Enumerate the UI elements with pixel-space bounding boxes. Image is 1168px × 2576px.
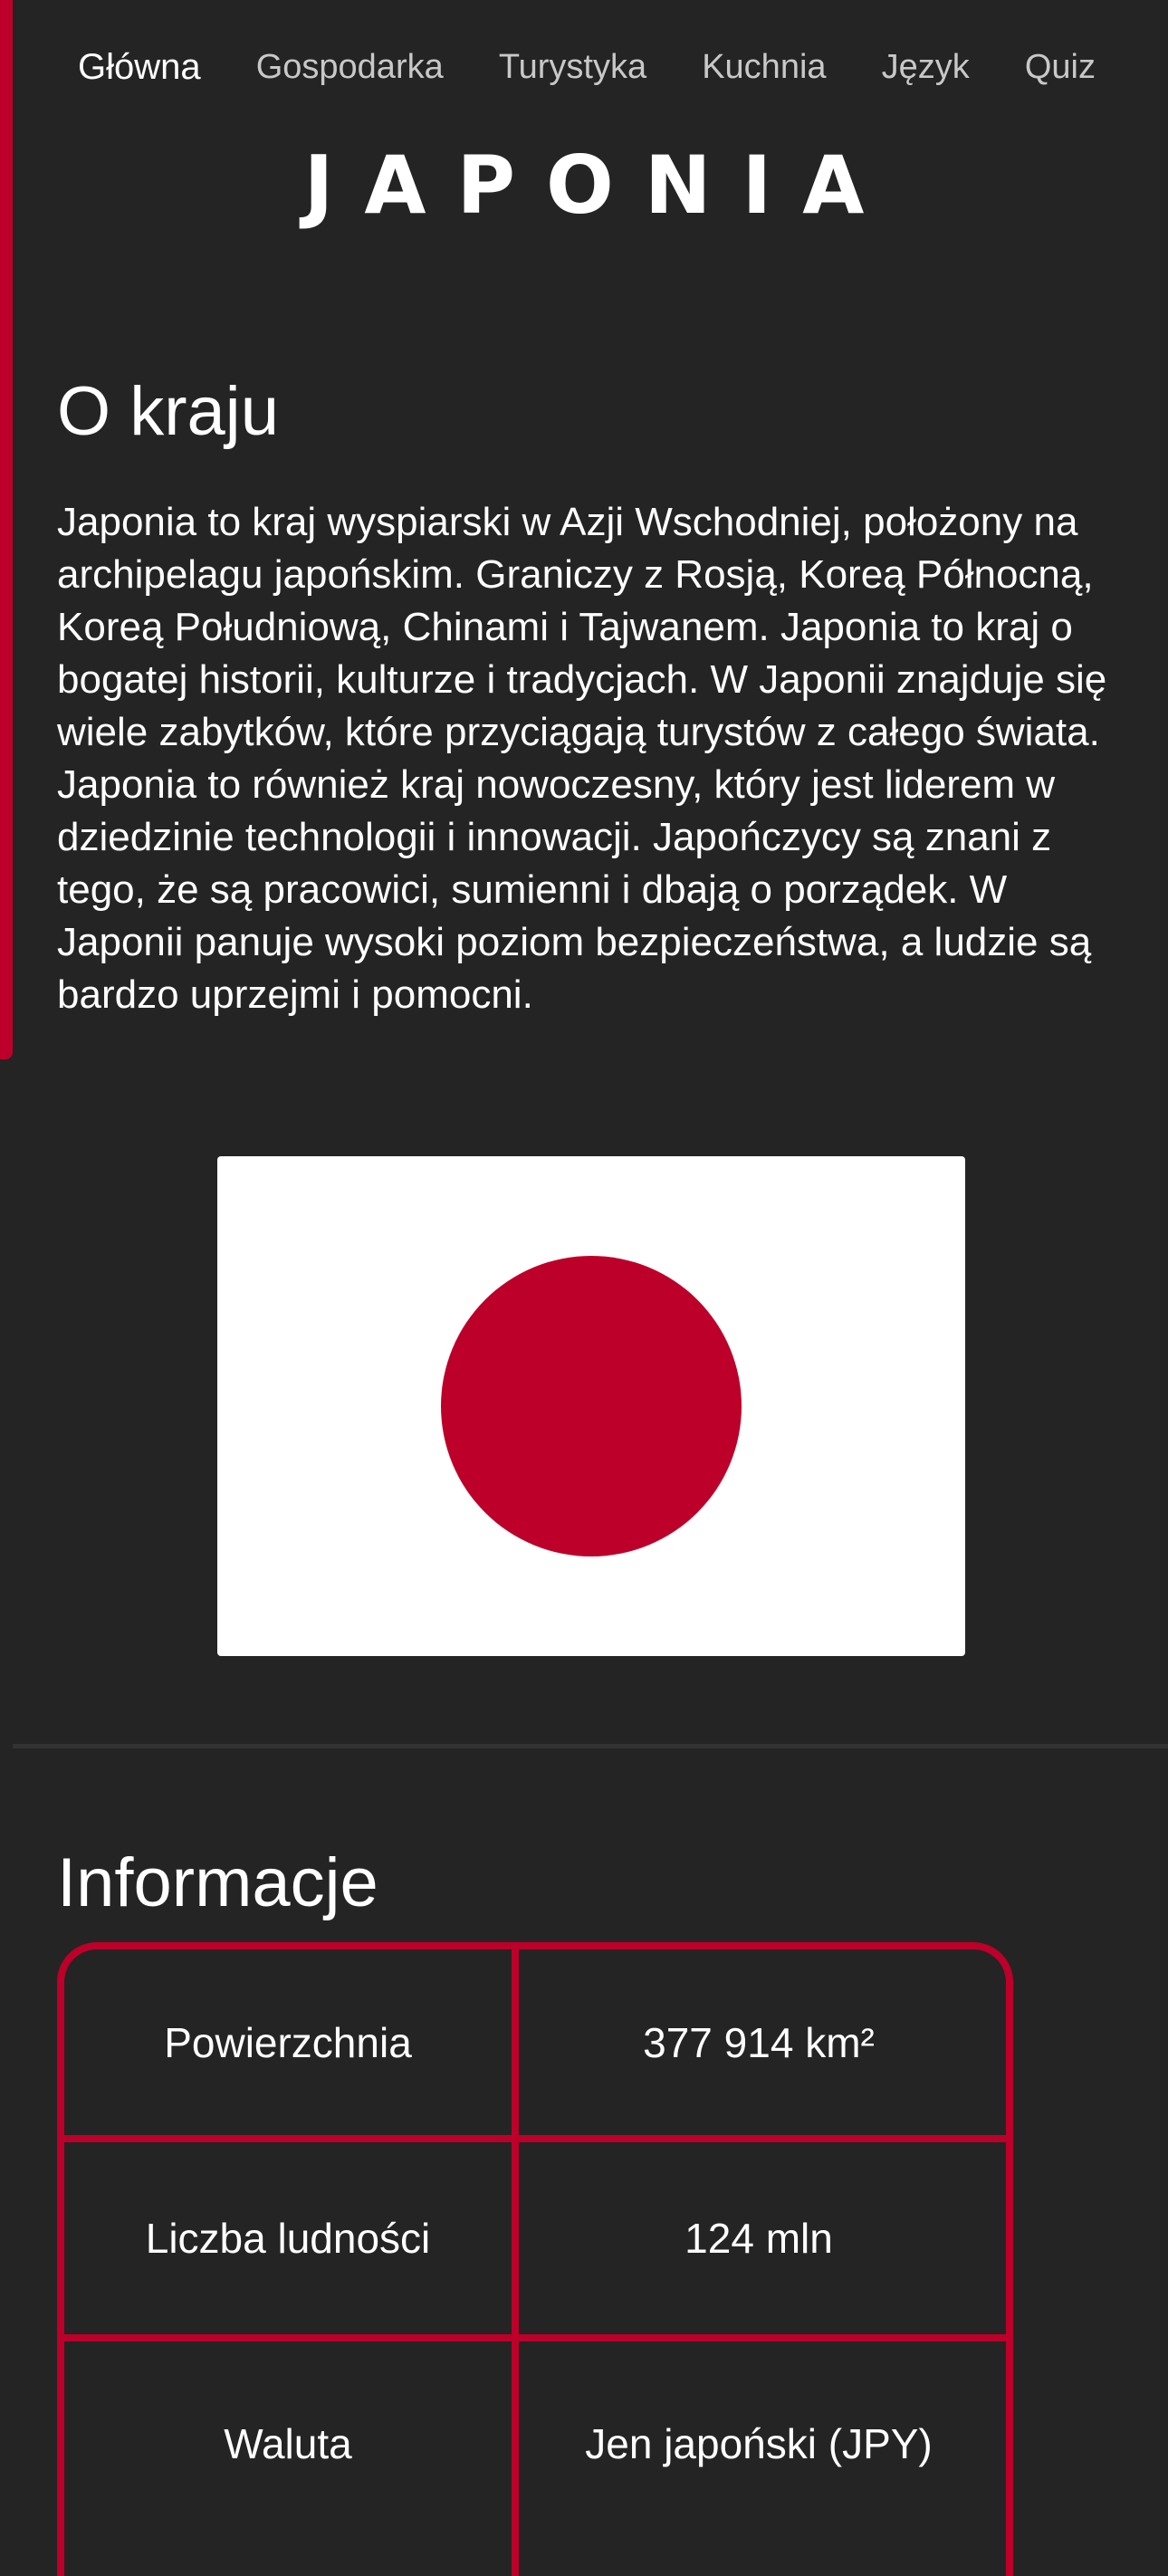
table-cell-label: Liczba ludności: [145, 2215, 431, 2262]
nav-item-glowna[interactable]: Główna: [78, 46, 201, 87]
nav-item-kuchnia[interactable]: Kuchnia: [702, 47, 827, 86]
info-table: [57, 1942, 1013, 2576]
japan-flag-image: [217, 1156, 965, 1656]
table-row: [64, 1949, 1006, 2135]
nav-item-jezyk[interactable]: Język: [881, 47, 970, 86]
info-section-title: Informacje: [57, 1844, 378, 1921]
nav-item-turystyka[interactable]: Turystyka: [498, 47, 647, 86]
table-row: [64, 2142, 1006, 2334]
table-row-separator: [64, 2135, 1006, 2142]
about-section-title: O kraju: [57, 373, 279, 450]
flag-red-sun: [441, 1256, 742, 1556]
top-navigation: [78, 42, 1096, 92]
table-cell-label: Waluta: [224, 2420, 352, 2467]
nav-item-quiz[interactable]: Quiz: [1024, 47, 1096, 86]
table-cell-label: Powierzchnia: [164, 2018, 412, 2066]
about-section-text: Japonia to kraj wyspiarski w Azji Wschodniej, położony na archipelagu japońskim. Graniczy z Rosją, Koreą Północną, Koreą Południową, Chinami i Tajwanem. Japonia to kraj o bogatej historii, kulturze i tradycjach. W Japonii znajduje się wiele zabytków, które przyciągają turystów z całego świata. Japonia to również kraj nowoczesny, który jest liderem w dziedzinie technologii i innowacji. Japończycy są znani z tego, że są pracowici, sumienni i dbają o porządek. W Japonii panuje wysoki poziom bezpieczeństwa, a ludzie są bardzo uprzejmi i pomocni.: [57, 500, 1107, 1017]
table-cell-value: 124 mln: [685, 2215, 833, 2262]
table-row: [64, 2341, 1006, 2546]
table-column-separator: [512, 1949, 519, 2576]
table-cell-value: Jen japoński (JPY): [585, 2420, 933, 2467]
table-row-separator: [64, 2334, 1006, 2341]
nav-item-gospodarka[interactable]: Gospodarka: [255, 47, 444, 86]
table-cell-value: 377 914 km²: [643, 2018, 875, 2066]
site-logo: JAPONIA: [303, 139, 895, 232]
section-divider: [13, 1744, 1168, 1748]
